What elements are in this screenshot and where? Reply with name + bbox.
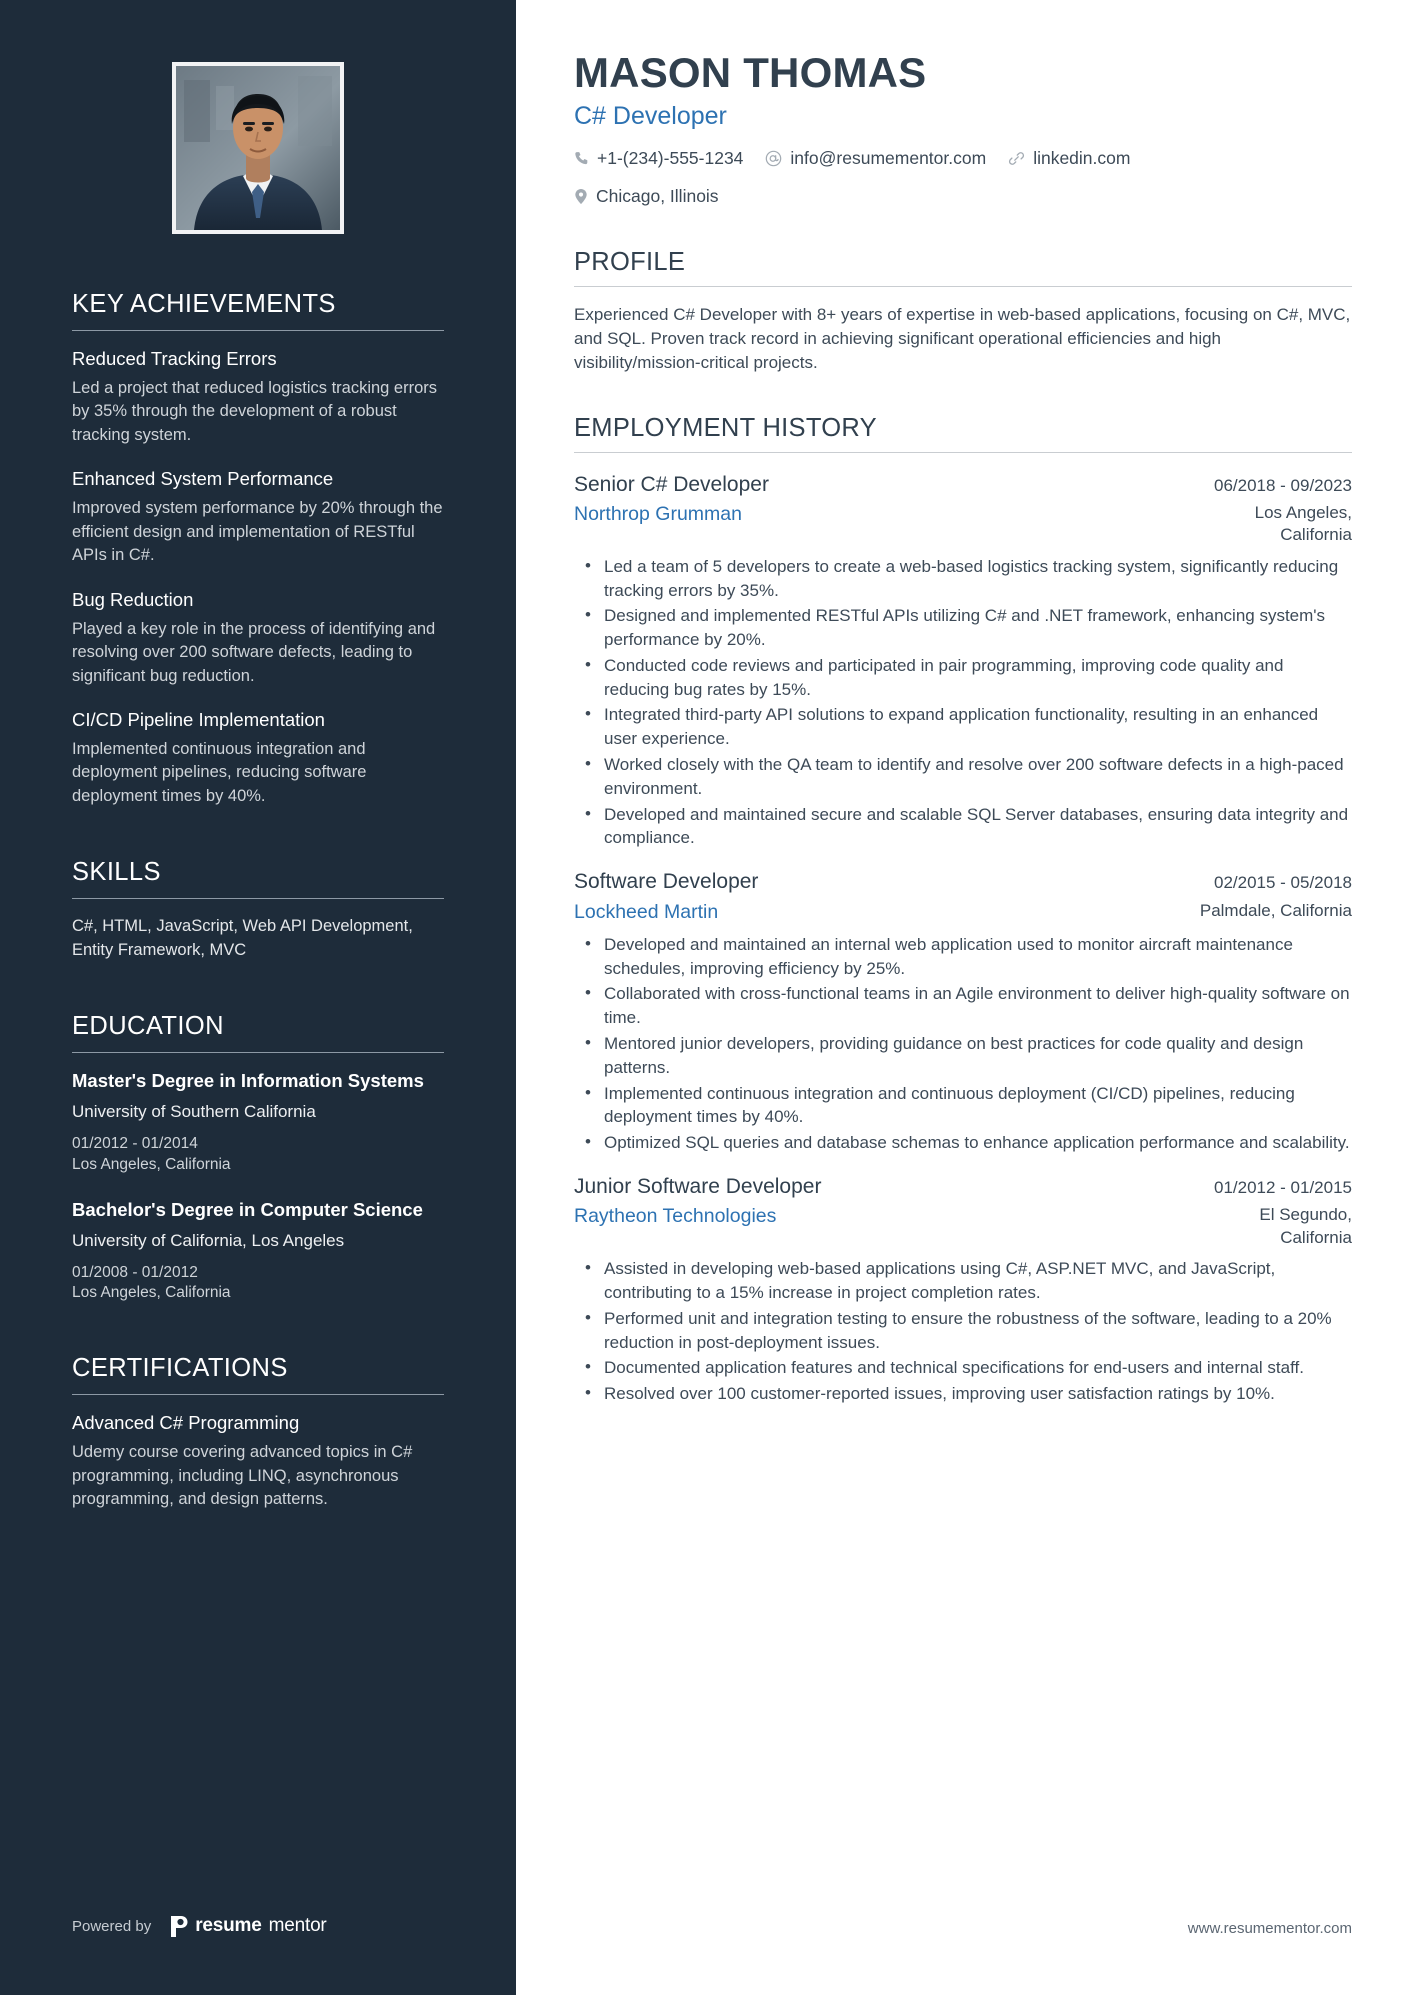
certification-title: Advanced C# Programming xyxy=(72,1412,300,1434)
sidebar-footer xyxy=(72,1915,327,1937)
employment-dates: 01/2012 - 01/2015 xyxy=(1213,1178,1352,1198)
divider xyxy=(574,286,1352,287)
profile-photo xyxy=(176,66,340,230)
bullet-item: • Performed unit and integration testing to ensure the robustness of the software, leading to a 20% reduction in post-deployment issues. xyxy=(576,1307,1352,1355)
achievement-item xyxy=(72,467,444,567)
section-profile xyxy=(574,248,1352,376)
achievement-item xyxy=(72,347,444,447)
education-dates: 01/2012 - 01/2014 xyxy=(72,1135,198,1153)
bullet-item: • Resolved over 100 customer-reported issues, improving user satisfaction ratings by 10%. xyxy=(576,1382,1352,1406)
employment-entry xyxy=(574,1174,1352,1406)
education-location: Los Angeles, California xyxy=(72,1155,231,1173)
achievement-title: Enhanced System Performance xyxy=(72,468,334,490)
contact-phone-text: +1-(234)-555-1234 xyxy=(597,148,744,169)
employment-job-title: Junior Software Developer xyxy=(574,1175,822,1199)
employment-bullets xyxy=(574,1257,1352,1406)
employment-header-row xyxy=(574,1174,1352,1200)
employment-header-row xyxy=(574,472,1352,498)
certification-desc: Udemy course covering advanced topics in C# programming, including LINQ, asynchronous programming, and design patterns. xyxy=(72,1443,413,1509)
section-certifications xyxy=(72,1354,444,1511)
employment-subheader-row xyxy=(574,1204,1352,1249)
achievement-title: Reduced Tracking Errors xyxy=(72,348,277,369)
profile-text: Experienced C# Developer with 8+ years of expertise in web-based applications, focusing on C#, MVC, and SQL. Proven track record in achieving significant operational efficiencies and high visibility/mission-critical projects. xyxy=(574,304,1351,373)
education-location: Los Angeles, California xyxy=(72,1284,231,1302)
brand-bold: resume xyxy=(195,1915,262,1936)
employment-dates: 02/2015 - 05/2018 xyxy=(1213,873,1352,893)
contact-phone xyxy=(574,145,743,171)
section-title-skills: SKILLS xyxy=(72,858,161,887)
section-skills xyxy=(72,858,444,962)
achievement-desc: Improved system performance by 20% through the efficient design and implementation of RESTful APIs in C#. xyxy=(72,499,443,565)
contact-location-text: Chicago, Illinois xyxy=(596,186,719,207)
sidebar xyxy=(0,0,516,1995)
contact-linkedin xyxy=(1008,145,1130,171)
section-title-employment-history: EMPLOYMENT HISTORY xyxy=(574,413,877,442)
achievement-item xyxy=(72,588,444,688)
education-school: University of Southern California xyxy=(72,1102,316,1122)
bullet-item: • Designed and implemented RESTful APIs utilizing C# and .NET framework, enhancing system's performance by 20%. xyxy=(576,604,1352,652)
employment-job-title: Senior C# Developer xyxy=(574,472,769,496)
employment-dates: 06/2018 - 09/2023 xyxy=(1213,475,1352,495)
bullet-item: • Assisted in developing web-based applications using C#, ASP.NET MVC, and JavaScript, contributing to a 15% increase in project completion rates. xyxy=(576,1257,1352,1305)
section-title-key-achievements: KEY ACHIEVEMENTS xyxy=(72,290,336,318)
education-dates: 01/2008 - 01/2012 xyxy=(72,1263,198,1281)
employment-location: El Segundo, California xyxy=(1259,1205,1352,1247)
bullet-item: • Developed and maintained an internal web application used to monitor aircraft maintenance schedules, improving efficiency by 25%. xyxy=(576,933,1352,981)
employment-subheader-row xyxy=(574,502,1352,547)
education-degree: Master's Degree in Information Systems xyxy=(72,1070,424,1092)
section-title-education: EDUCATION xyxy=(72,1012,224,1041)
employment-subheader-row xyxy=(574,900,1352,925)
achievement-desc: Played a key role in the process of identifying and resolving over 200 software defects, leading to significant bug reduction. xyxy=(72,619,436,685)
contact-email xyxy=(765,145,986,171)
phone-icon xyxy=(574,151,589,166)
employment-company[interactable]: Lockheed Martin xyxy=(574,900,719,923)
achievement-item xyxy=(72,708,444,808)
bullet-item: • Optimized SQL queries and database schemas to enhance application performance and scalability. xyxy=(576,1131,1352,1155)
achievement-desc: Implemented continuous integration and deployment pipelines, reducing software deployment times by 40%. xyxy=(72,739,367,805)
brand-light: mentor xyxy=(268,1915,327,1936)
contact-location xyxy=(574,183,719,209)
employment-bullets xyxy=(574,933,1352,1155)
divider xyxy=(72,1394,444,1395)
bullet-item: • Implemented continuous integration and continuous deployment (CI/CD) pipelines, reducing deployment times by 40%. xyxy=(576,1082,1352,1130)
employment-entry xyxy=(574,869,1352,1155)
achievement-title: CI/CD Pipeline Implementation xyxy=(72,708,325,730)
job-role-subtitle: C# Developer xyxy=(574,102,727,131)
bullet-item: • Documented application features and technical specifications for end-users and internal staff. xyxy=(576,1356,1352,1380)
email-icon xyxy=(765,150,782,167)
resumementor-logo xyxy=(169,1915,326,1937)
section-education xyxy=(72,1012,444,1304)
skills-list: C#, HTML, JavaScript, Web API Development, Entity Framework, MVC xyxy=(72,917,413,959)
contact-email-text: info@resumementor.com xyxy=(790,148,987,169)
education-item xyxy=(72,1069,444,1176)
employment-company[interactable]: Northrop Grumman xyxy=(574,502,742,525)
bullet-item: • Integrated third-party API solutions to expand application functionality, resulting in an enhanced user experience. xyxy=(576,703,1352,751)
employment-location: Los Angeles, California xyxy=(1254,502,1352,545)
achievement-desc: Led a project that reduced logistics tracking errors by 35% through the development of a robust tracking system. xyxy=(72,379,438,444)
contact-linkedin-text: linkedin.com xyxy=(1033,148,1131,169)
bullet-item: • Worked closely with the QA team to identify and resolve over 200 software defects in a high-paced environment. xyxy=(576,753,1352,801)
employment-job-title: Software Developer xyxy=(574,870,759,894)
employment-bullets xyxy=(574,555,1352,851)
powered-by-label: Powered by xyxy=(72,1917,152,1935)
bullet-item: • Collaborated with cross-functional teams in an Agile environment to deliver high-quality software on time. xyxy=(576,982,1352,1030)
location-icon xyxy=(574,188,588,205)
bullet-item: • Developed and maintained secure and scalable SQL Server databases, ensuring data integrity and compliance. xyxy=(576,803,1352,851)
education-item xyxy=(72,1198,444,1305)
employment-header-row xyxy=(574,869,1352,895)
main-content xyxy=(516,0,1410,1995)
bullet-item: • Conducted code reviews and participated in pair programming, improving code quality and reducing bug rates by 15%. xyxy=(576,654,1352,702)
divider xyxy=(72,1052,444,1053)
footer-website-url: www.resumementor.com xyxy=(1187,1920,1352,1937)
divider xyxy=(72,898,444,899)
bullet-item: • Mentored junior developers, providing guidance on best practices for code quality and design patterns. xyxy=(576,1032,1352,1080)
resumementor-mark-icon xyxy=(169,1916,188,1937)
section-title-profile: PROFILE xyxy=(574,247,686,276)
achievement-title: Bug Reduction xyxy=(72,588,194,610)
page-title: MASON THOMAS xyxy=(574,49,927,96)
employment-company[interactable]: Raytheon Technologies xyxy=(574,1205,777,1228)
employment-entry xyxy=(574,472,1352,851)
education-school: University of California, Los Angeles xyxy=(72,1230,345,1250)
section-title-certifications: CERTIFICATIONS xyxy=(72,1354,288,1383)
link-icon xyxy=(1008,150,1025,167)
avatar xyxy=(172,62,344,234)
section-employment-history xyxy=(574,414,1352,1406)
section-key-achievements xyxy=(72,290,444,808)
education-degree: Bachelor's Degree in Computer Science xyxy=(72,1198,423,1220)
certification-item xyxy=(72,1411,444,1511)
employment-location: Palmdale, California xyxy=(1199,900,1352,920)
bullet-item: • Led a team of 5 developers to create a web-based logistics tracking system, significantly reducing tracking errors by 35%. xyxy=(576,555,1352,603)
contact-list xyxy=(574,145,1214,210)
divider xyxy=(72,330,444,331)
divider xyxy=(574,452,1352,453)
